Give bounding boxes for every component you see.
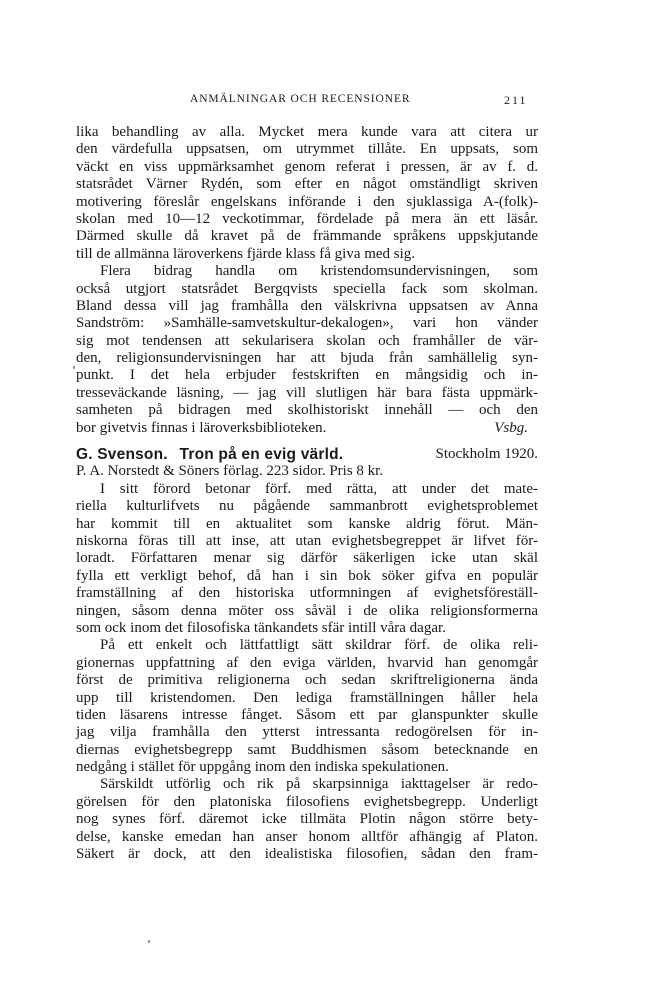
text-line: Säkert är dock, att den idealistiska filosofien, sådan den fram- xyxy=(76,846,538,863)
review-place-year: Stockholm 1920. xyxy=(435,446,538,463)
text-line: nedgång i stället för uppgång inom den indiska spekulationen. xyxy=(76,759,449,776)
text-line: som ock inom det filosofiska tänkandets sfär intill våra dagar. xyxy=(76,619,446,636)
running-head-title: ANMÄLNINGAR OCH RECENSIONER xyxy=(190,93,411,105)
text-line: riella kulturlifvets nu pågående sammanbrott evighetsproblemet xyxy=(76,498,538,515)
text-line: niskorna föras till att inse, att utan evighetsbegreppet är lifvet för- xyxy=(76,532,538,549)
text-line: först de primitiva religionerna och sedan skriftreligionerna ända xyxy=(76,672,538,689)
margin-speck xyxy=(73,366,75,369)
text-line: ningen, såsom denna möter oss såväl i de olika religionsformerna xyxy=(76,602,538,619)
review-author: G. Svenson. xyxy=(76,446,168,464)
text-line: görelsen för den platoniska filosofiens evighetsbegrepp. Underligt xyxy=(76,793,538,810)
review-heading-line xyxy=(76,446,538,463)
text-line: fylla ett verkligt behof, då han i sin bok söker gifva en populär xyxy=(76,567,538,584)
text-line: tiden läsarens intresse fånget. Såsom ett par glanspunkter skulle xyxy=(76,706,538,723)
review-author-title xyxy=(76,446,343,463)
text-line: gionernas uppfattning af den eviga världen, hvarvid han genomgår xyxy=(76,654,538,671)
text-line: Sandström: »Samhälle-samvetskultur-dekalogen», vari hon vänder xyxy=(76,315,538,332)
text-line: den, religionsundervisningen har att bjuda från samhällelig syn- xyxy=(76,350,538,367)
text-line: väckt en viss uppmärksamhet genom referat i pressen, är av f. d. xyxy=(76,158,538,175)
text-line: har kommit till en aktualitet som kanske aldrig förut. Män- xyxy=(76,515,538,532)
review-heading xyxy=(76,446,538,481)
text-line: Bland dessa vill jag framhålla den välskrivna uppsatsen av Anna xyxy=(76,297,538,314)
text-line: samheten på bidragen med skolhistoriskt innehåll — och den xyxy=(76,402,538,419)
text-line: punkt. I det hela erbjuder festskriften en mångsidig och in- xyxy=(76,367,538,384)
text-line: sig mot tendensen att sekularisera skolan och framhåller de vär- xyxy=(76,332,538,349)
review-book-title: Tron på en evig värld. xyxy=(179,446,344,464)
text-line: nog synes förf. däremot icke tillmäta Plotin någon större bety- xyxy=(76,811,538,828)
paragraph xyxy=(76,263,538,437)
body-text xyxy=(76,124,538,863)
page-number: 211 xyxy=(504,93,528,107)
text-line: delse, kanske emedan han anser honom alltför afhängig af Platon. xyxy=(76,828,538,845)
text-line: lika behandling av alla. Mycket mera kunde vara att citera ur xyxy=(76,124,538,140)
paragraph xyxy=(76,124,538,263)
text-line: Flera bidrag handla om kristendomsundervisningen, som xyxy=(100,263,538,280)
review-publisher-line: P. A. Norstedt & Söners förlag. 223 sidor. Pris 8 kr. xyxy=(76,463,384,480)
text-line: skolan med 10—12 veckotimmar, fördelade på mera än ett läsår. xyxy=(76,210,538,227)
text-line: I sitt förord betonar förf. med rätta, att under det mate- xyxy=(100,480,538,497)
text-line: den värdefulla uppsatsen, om utrymmet tillåte. En uppsats, som xyxy=(76,141,538,158)
text-line xyxy=(76,420,538,437)
paragraph xyxy=(76,481,538,638)
text-line: också utgjort statsrådet Bergqvists speciella fack som skolman. xyxy=(76,280,538,297)
text-line: Därmed skulle då kravet på de främmande språkens uppskjutande xyxy=(76,228,538,245)
text-line: motivering föreslår engelskans införande i den sjuklassiga A-(folk)- xyxy=(76,193,538,210)
running-head xyxy=(0,93,656,109)
reviewer-signature: Vsbg. xyxy=(494,419,528,436)
text-line: Särskildt utförlig och rik på skarpsinniga iakttagelser är redo- xyxy=(100,776,538,793)
text-line: tresseväckande läsning, — jag vill slutligen här bara fästa uppmärk- xyxy=(76,384,538,401)
text-line-content: bor givetvis finnas i läroverksbiblioteken. xyxy=(76,419,327,436)
paragraph xyxy=(76,637,538,776)
margin-speck xyxy=(148,940,150,943)
text-line: jag vilja framhålla den ytterst intressanta redogörelsen för in- xyxy=(76,724,538,741)
text-line: framställning af den historiska utformningen af evighetsföreställ- xyxy=(76,585,538,602)
text-line: upp till kristendomen. Den lediga framställningen håller hela xyxy=(76,689,538,706)
text-line: diernas evighetsbegrepp samt Buddhismen såsom betecknande en xyxy=(76,741,538,758)
text-line: På ett enkelt och lättfattligt sätt skildrar förf. de olika reli- xyxy=(100,637,538,654)
text-line: loradt. Författaren menar sig därför säkerligen icke utan skäl xyxy=(76,550,538,567)
paragraph xyxy=(76,776,538,863)
text-line: statsrådet Värner Rydén, som efter en något omständligt skriven xyxy=(76,176,538,193)
text-line: till de allmänna läroverkens fjärde klass få giva med sig. xyxy=(76,245,416,262)
